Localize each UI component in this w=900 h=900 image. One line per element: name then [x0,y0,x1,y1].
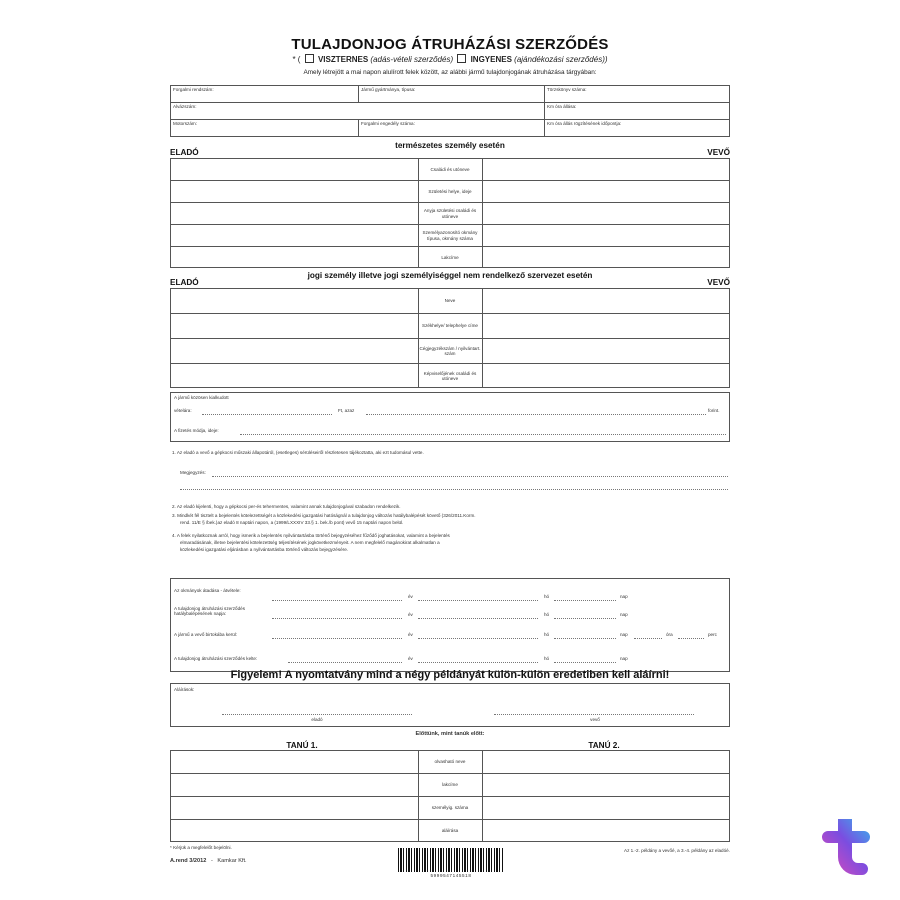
row3-nap: nap [620,632,628,637]
row2-ho: hó [544,612,550,617]
odometer-date-label: Km óra állás rögzítésének időpontja: [547,121,622,126]
form-code [170,858,247,864]
ingyenes-checkbox[interactable] [457,54,466,63]
natural-row-name: Családi és utóneve [430,166,470,172]
footnote: * Kérjük a megfelelőt bejelölni. [170,845,232,850]
clause-3-line-2: rend. 11/E § /bek.)az eladó 8 naptári napon, a (1999/LXXXIV 33.§ 1. bek./b pont) vevő 15 naptári napon belül. [180,520,404,525]
witness-row-signature: aláírása [441,828,459,834]
form-title: TULAJDONJOG ÁTRUHÁZÁSI SZERZŐDÉS [291,36,609,53]
row4-ho: hó [544,656,550,661]
contract-date-label: A tulajdonjog átruházási szerződés kelte: [174,656,258,661]
viszterhes-label: VISZTERNES [317,55,369,64]
natural-row-birth: Születési helye, ideje [428,188,472,194]
clause-1: 1. Az eladó a vevő a gépkocsi műszaki állapotáról, (esetleges) sérüléseiről részletesen tájékoztatta, aki ezt tudomásul vette. [172,450,424,455]
contract-form [162,28,738,886]
natural-seller-heading: ELADÓ [170,148,199,157]
natural-row-id-doc: Személyazonosító okmány típusa, okmány száma [422,230,478,241]
witnesses-intro: Előttünk, mint tanúk előtt: [415,731,485,737]
clause-4-line-1: 4. A felek nyilatkoznak arról, hogy ismerik a bejelentés nyilvántartásba történő bejegyzéséhez fűződő joghatásokat, valamint a bejelentés [172,533,450,538]
possession-label: A jármű a vevő birtokába kerül: [174,632,238,637]
viszterhes-note: (adás-vételi szerződés) [370,55,454,64]
row4-nap: nap [620,656,628,661]
witness-1-heading: TANÚ 1. [286,741,318,750]
row1-ho: hó [544,594,550,599]
clause-2: 2. Az eladó kijelenti, hogy a gépkocsi per-és tehermentes, valamint annak tulajdonjogával szabadon rendelkezik. [172,504,401,509]
price-intro: A jármű közösen kialkudott [174,395,229,400]
barcode-number: 5999547145518 [430,873,472,878]
row3-ho: hó [544,632,550,637]
row4-ev: év [408,656,413,661]
natural-person-heading: természetes személy esetén [395,141,505,150]
vehicle-data-box [170,85,730,137]
clause-3-line-1: 3. Mindkét fél tisztelt a bejelentés kötelezettségét a közlekedési igazgatási hatóságnál a tulajdonjog változás hatálybalépését követő (326/2011.Korm. [172,513,476,518]
asterisk-prefix: * ( [292,55,301,64]
legal-row-regnumber: Cégjegyzékszám / nyilvántart. szám [419,345,481,356]
legal-row-name: Neve [444,298,456,304]
legal-row-representative: Képviselőjének családi és utóneve [423,370,477,381]
legal-buyer-heading: VEVŐ [707,278,730,287]
row3-ora: óra [666,632,673,637]
form-code-text: A.rend 3/2012 [170,858,207,864]
footer-dash: - [210,858,213,864]
signatures-label: Aláírások: [174,687,195,692]
engine-number-label: Motorszám: [173,121,197,126]
barcode-graphic [398,848,504,872]
row3-ev: év [408,632,413,637]
publisher-name: Kamkar Kft. [217,858,247,864]
row2-nap: nap [620,612,628,617]
viszterhes-checkbox[interactable] [305,54,314,63]
seller-signature-label: eladó [311,717,323,722]
effective-date-label: A tulajdonjog átruházási szerződés hatálybalépésének napja: [174,606,245,617]
odometer-label: Km óra állása: [547,104,577,109]
handover-docs-label: Az okmányok átadása - átvétele: [174,588,241,593]
natural-row-mother: Anyja születési családi és utóneve [423,208,477,219]
plate-number-label: Forgalmi rendszám: [173,87,214,92]
row1-ev: év [408,594,413,599]
clause-4-line-2: elmaradásának, illetve bejelentési kötelezettség teljesítésének jogkövetkezményeit. A nem megfelelő magánokirat alkalmatlan a [180,540,440,545]
contract-type-line [162,54,738,63]
witness-row-address: lakcíme [442,782,458,788]
signature-warning: Figyelem! A nyomtatvány mind a négy példányát külön-külön eredetiben kell aláírni! [230,669,670,681]
registration-cert-label: Forgalmi engedély száma: [361,121,415,126]
natural-buyer-heading: VEVŐ [707,148,730,157]
legal-seller-heading: ELADÓ [170,278,199,287]
natural-row-address: Lakcíme [441,254,459,260]
ingyenes-label: INGYENES [470,55,512,64]
registry-number-label: Törzskönyv száma: [547,87,587,92]
chassis-number-label: Alvázszám: [173,104,197,109]
site-logo-icon [820,815,872,875]
legal-row-seat: Székhelye/ telephelye címe [422,323,478,329]
ft-azaz-label: Ft, azaz [338,408,355,413]
ingyenes-note: (ajándékozási szerződés)) [514,55,608,64]
legal-person-heading: jogi személy illetve jogi személyiséggel nem rendelkező szervezet esetén [307,271,593,280]
clause-4-line-3: közlekedési igazgatási eljárásban a nyilvántartásba történő változás bejegyzésére. [180,547,349,552]
price-label: vételára: [174,408,192,413]
witness-row-id: személyig. száma [431,805,469,811]
intro-text: Amely létrejött a mai napon alulírott felek között, az alábbi jármű tulajdonjogának átruházása tárgyában: [303,69,597,76]
remarks-label: Megjegyzés: [180,470,206,475]
row1-nap: nap [620,594,628,599]
witness-row-name: olvasható neve [434,759,466,765]
buyer-signature-label: vevő [590,717,600,722]
witness-2-heading: TANÚ 2. [588,741,620,750]
copies-note: Az 1.-2. példány a vevőé, a 3.-4. példány az eladóé. [624,848,730,853]
make-type-label: Jármű gyártmánya, típusa: [361,87,416,92]
forint-label: forint. [708,408,720,413]
payment-method-label: A fizetés módja, ideje: [174,428,219,433]
row2-ev: év [408,612,413,617]
row3-perc: perc [708,632,717,637]
signatures-box [170,683,730,727]
